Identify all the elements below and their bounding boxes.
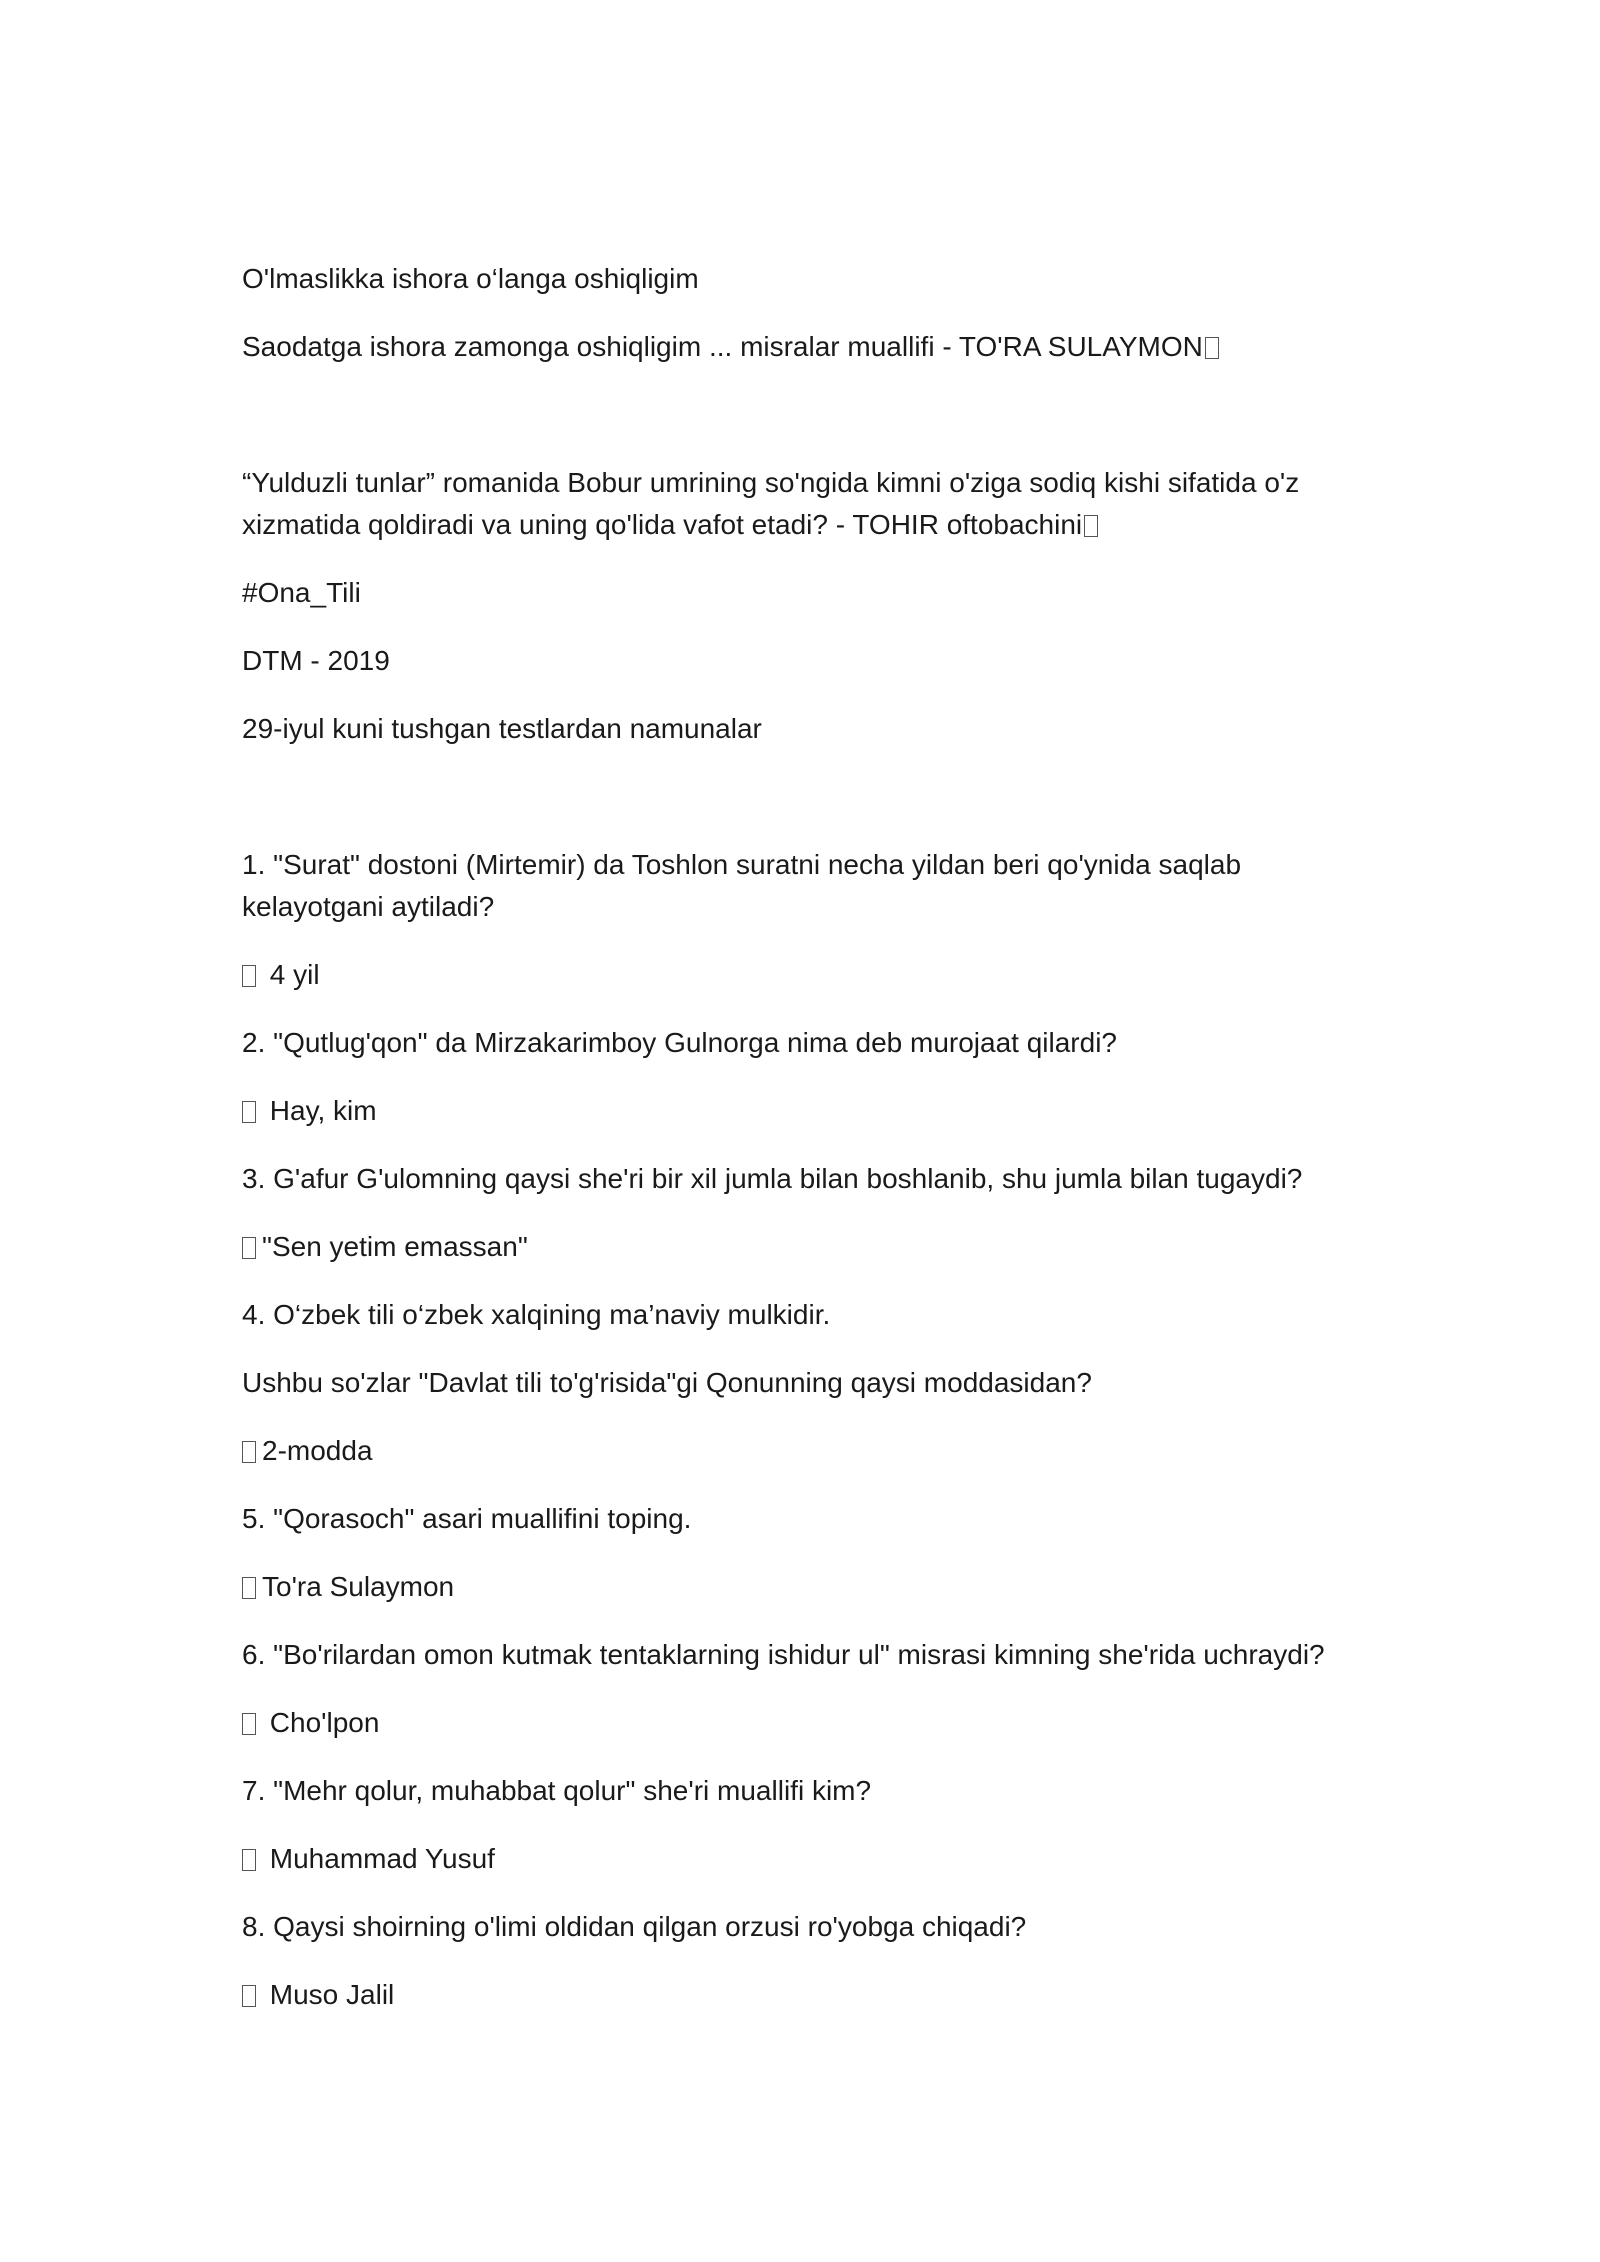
answer-6-text: Cho'lpon [262,1707,380,1738]
question-8: 8. Qaysi shoirning o'limi oldidan qilgan orzusi ro'yobga chiqadi? [242,1911,1027,1942]
answer-7 [242,1838,1352,1880]
bobur-question [242,462,1352,546]
question-2: 2. "Qutlug'qon" da Mirzakarimboy Gulnorga nima deb murojaat qilardi? [242,1027,1117,1058]
answer-2 [242,1090,1352,1132]
answer-4-text: 2-modda [262,1435,373,1466]
section-subtitle: 29-iyul kuni tushgan testlardan namunalar [242,713,762,744]
question-6: 6. "Bo'rilardan omon kutmak tentaklarning ishidur ul" misrasi kimning she'rida uchraydi? [242,1639,1325,1670]
missing-glyph-icon [242,1441,256,1463]
answer-3 [242,1226,1352,1268]
answer-5-text: To'ra Sulaymon [262,1571,455,1602]
answer-6 [242,1702,1352,1744]
answer-1 [242,954,1352,996]
missing-glyph-icon [1205,337,1219,359]
intro-line-2 [242,326,1352,368]
missing-glyph-icon [242,1713,256,1735]
missing-glyph-icon [1084,515,1098,537]
answer-2-text: Hay, kim [262,1095,377,1126]
blank-line [242,394,1352,462]
question-5: 5. "Qorasoch" asari muallifini toping. [242,1503,692,1534]
blank-line [242,776,1352,844]
question-3: 3. G'afur G'ulomning qaysi she'ri bir xil jumla bilan boshlanib, shu jumla bilan tugaydi? [242,1163,1303,1194]
answer-4 [242,1430,1352,1472]
answer-7-text: Muhammad Yusuf [262,1843,495,1874]
answer-3-text: "Sen yetim emassan" [262,1231,528,1262]
missing-glyph-icon [242,1985,256,2007]
bobur-question-text: “Yulduzli tunlar” romanida Bobur umrining so'ngida kimni o'ziga sodiq kishi sifatida o'z xizmatida qoldiradi va uning qo'lida vafot etadi? - TOHIR oftobachini [242,467,1300,540]
missing-glyph-icon [242,1849,256,1871]
answer-1-text: 4 yil [262,959,320,990]
question-7: 7. "Mehr qolur, muhabbat qolur" she'ri muallifi kim? [242,1775,872,1806]
answer-8-text: Muso Jalil [262,1979,395,2010]
exam-label: DTM - 2019 [242,645,390,676]
document-body [242,258,1352,2042]
intro-line-2-text: Saodatga ishora zamonga oshiqligim ... misralar muallifi - TO'RA SULAYMON [242,331,1203,362]
question-4: 4. O‘zbek tili o‘zbek xalqining ma’naviy mulkidir. [242,1299,831,1330]
question-1: 1. "Surat" dostoni (Mirtemir) da Toshlon suratni necha yildan beri qo'ynida saqlab kelayotgani aytiladi? [242,849,1242,922]
question-4-continued: Ushbu so'zlar "Davlat tili to'g'risida"gi Qonunning qaysi moddasidan? [242,1367,1092,1398]
intro-line-1-text: O'lmaslikka ishora o‘langa oshiqligim [242,263,699,294]
missing-glyph-icon [242,1101,256,1123]
answer-5 [242,1566,1352,1608]
intro-line-1 [242,258,1352,300]
answer-8 [242,1974,1352,2016]
missing-glyph-icon [242,1237,256,1259]
hashtag: #Ona_Tili [242,577,361,608]
missing-glyph-icon [242,965,256,987]
missing-glyph-icon [242,1577,256,1599]
